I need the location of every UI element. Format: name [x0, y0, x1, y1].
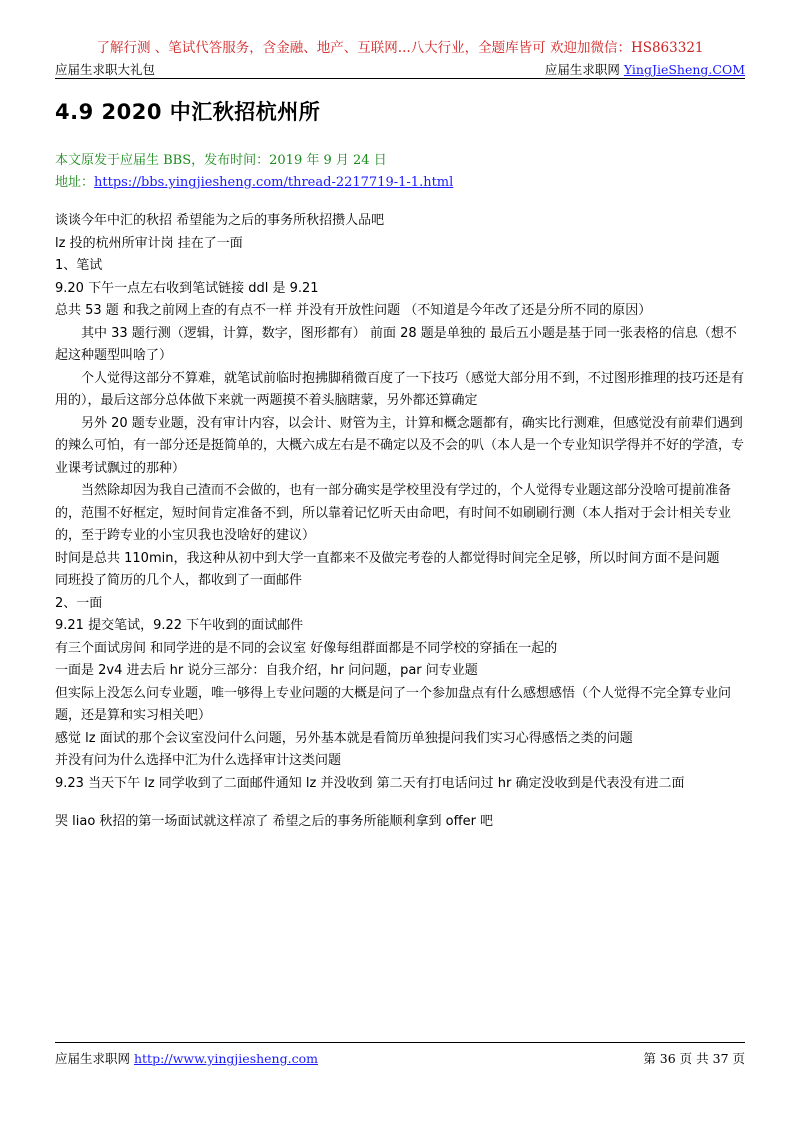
- header-left-text: 应届生求职大礼包: [55, 62, 156, 77]
- paragraph: 总共 53 题 和我之前网上查的有点不一样 并没有开放性问题 （不知道是今年改了还是分所不同的原因）: [55, 303, 652, 318]
- address-label: 地址：: [55, 175, 95, 190]
- header-right: [545, 60, 745, 78]
- page-footer: [55, 1042, 745, 1069]
- section-title: 4.9 2020 中汇秋招杭州所: [55, 100, 321, 124]
- paragraph: 其中 33 题行测（逻辑，计算，数字，图形都有） 前面 28 题是单独的 最后五小题是基于同一张表格的信息（想不起这种题型叫啥了）: [55, 325, 737, 363]
- paragraph: 9.20 下午一点左右收到笔试链接 ddl 是 9.21: [55, 280, 319, 296]
- post-address: [55, 172, 755, 194]
- paragraph: 9.21 提交笔试，9.22 下午收到的面试邮件: [55, 618, 304, 633]
- post-source: 本文原发于应届生 BBS，发布时间：2019 年 9 月 24 日: [55, 153, 387, 168]
- paragraph: 同班投了简历的几个人，都收到了一面邮件: [55, 573, 303, 588]
- footer-left: [55, 1049, 318, 1067]
- thread-link[interactable]: https://bbs.yingjiesheng.com/thread-2217719-1-1.html: [94, 175, 454, 190]
- paragraph: 个人觉得这部分不算难，就笔试前临时抱拂脚稍微百度了一下技巧（感觉大部分用不到，不过图形推理的技巧还是有用的），最后这部分总体做下来就一两题摸不着头脑瞎蒙，另外都还算确定: [55, 370, 745, 408]
- article-body: [55, 210, 747, 834]
- paragraph: 并没有问为什么选择中汇为什么选择审计这类问题: [55, 753, 342, 768]
- paragraph: 谈谈今年中汇的秋招 希望能为之后的事务所秋招攒人品吧: [55, 213, 385, 228]
- paragraph: 2、一面: [55, 595, 103, 611]
- paragraph: 另外 20 题专业题，没有审计内容，以会计、财管为主，计算和概念题都有，确实比行测难，但感觉没有前辈们遇到的辣么可怕，有一部分还是挺简单的，大概六成左右是不确定以及不会的叭（本人是一个专业知识学得并不好的学渣，专业课考试飘过的那种）: [55, 415, 745, 476]
- paragraph: 但实际上没怎么问专业题，唯一够得上专业问题的大概是问了一个参加盘点有什么感想感悟（个人觉得不完全算专业问题，还是算和实习相关吧）: [55, 685, 732, 723]
- page-header: [55, 60, 745, 79]
- paragraph: lz 投的杭州所审计岗 挂在了一面: [55, 235, 243, 251]
- paragraph: 1、笔试: [55, 258, 103, 273]
- paragraph: 有三个面试房间 和同学进的是不同的会议室 好像每组群面都是不同学校的穿插在一起的: [55, 640, 558, 656]
- paragraph: 当然除却因为我自己渣而不会做的，也有一部分确实是学校里没有学过的，个人觉得专业题这部分没啥可提前准备的，范围不好框定，短时间肯定准备不到，所以靠着记忆听天由命吧，有时间不如刷刷行测（本人指对于会计相关专业的，至于跨专业的小宝贝我也没啥好的建议）: [55, 483, 732, 543]
- paragraph: 9.23 当天下午 lz 同学收到了二面邮件通知 lz 并没收到 第二天有打电话问过 hr 确定没收到是代表没有进二面: [55, 775, 685, 791]
- post-meta: [55, 150, 755, 194]
- paragraph: 一面是 2v4 进去后 hr 说分三部分：自我介绍，hr 问问题，par 问专业题: [55, 663, 478, 678]
- footer-site-link[interactable]: http://www.yingjiesheng.com: [133, 1051, 318, 1066]
- header-site-link[interactable]: YingJieSheng.COM: [623, 62, 745, 77]
- paragraph: 哭 liao 秋招的第一场面试就这样凉了 希望之后的事务所能顺利拿到 offer 吧: [55, 814, 494, 829]
- footer-site-name: 应届生求职网: [55, 1051, 134, 1066]
- promo-banner: 了解行测 、笔试代答服务，含金融、地产、互联网...八大行业，全题库皆可 欢迎加微信：HS863321: [96, 40, 704, 56]
- header-site-name: 应届生求职网: [544, 62, 624, 77]
- paragraph: 感觉 lz 面试的那个会议室没问什么问题，另外基本就是看简历单独提问我们实习心得感悟之类的问题: [55, 730, 633, 746]
- paragraph: 时间是总共 110min，我这种从初中到大学一直都来不及做完考卷的人都觉得时间完全足够，所以时间方面不是问题: [55, 550, 720, 566]
- page-number: 第 36 页 共 37 页: [643, 1051, 745, 1066]
